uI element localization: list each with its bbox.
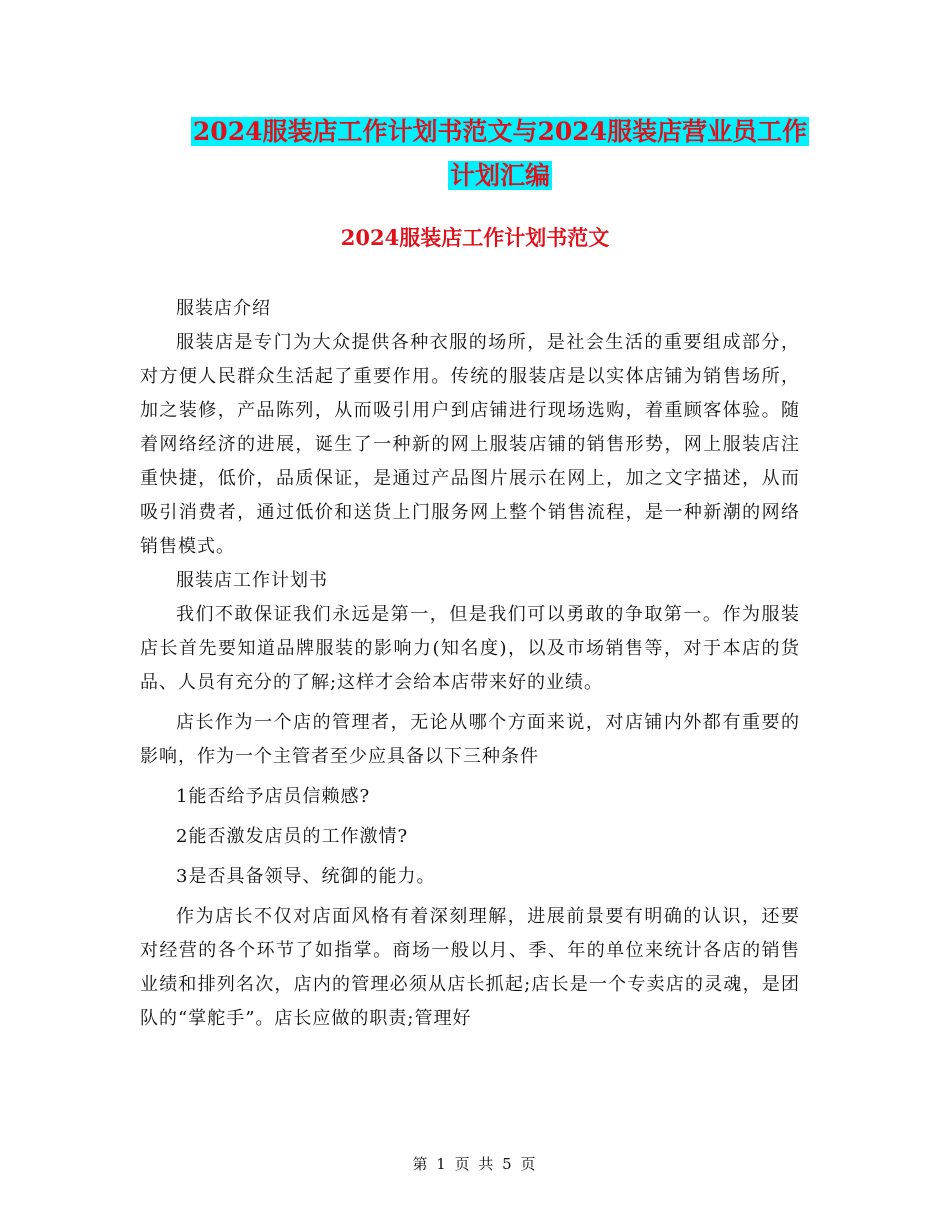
list-item: 3是否具备领导、统御的能力。 (176, 866, 436, 887)
title-line-1: 2024服装店工作计划书范文与2024服装店营业员工作 (192, 117, 808, 146)
paragraph: 服装店工作计划书 (176, 570, 328, 591)
list-item: 1能否给予店员信赖感? (176, 786, 371, 807)
paragraph: 服装店介绍 (176, 298, 271, 319)
page-footer: 第 1 页 共 5 页 (412, 1155, 538, 1173)
section-heading: 2024服装店工作计划书范文 (340, 225, 610, 250)
paragraph: 作为店长不仅对店面风格有着深刻理解，进展前景要有明确的认识，还要对经营的各个环节了如指掌。商场一般以月、季、年的单位来统计各店的销售业绩和排列名次，店内的管理必须从店长抓起;店长是一个专卖店的灵魂，是团队的“掌舵手”。店长应做的职责;管理好 (140, 906, 800, 1029)
paragraph: 店长作为一个店的管理者，无论从哪个方面来说，对店铺内外都有重要的影响，作为一个主管者至少应具备以下三种条件 (140, 712, 800, 767)
paragraph: 服装店是专门为大众提供各种衣服的场所，是社会生活的重要组成部分，对方便人民群众生活起了重要作用。传统的服装店是以实体店铺为销售场所，加之装修，产品陈列，从而吸引用户到店铺进行现场选购，着重顾客体验。随着网络经济的进展，诞生了一种新的网上服装店铺的销售形势，网上服装店注重快捷，低价，品质保证，是通过产品图片展示在网上，加之文字描述，从而吸引消费者，通过低价和送货上门服务网上整个销售流程，是一种新潮的网络销售模式。 (140, 332, 800, 557)
document-body (140, 292, 800, 1036)
document-title (130, 110, 870, 198)
title-line-2: 计划汇编 (449, 161, 550, 190)
list-item: 2能否激发店员的工作激情? (176, 826, 409, 847)
paragraph: 我们不敢保证我们永远是第一，但是我们可以勇敢的争取第一。作为服装店长首先要知道品牌服装的影响力(知名度)，以及市场销售等，对于本店的货品、人员有充分的了解;这样才会给本店带来好的业绩。 (140, 604, 800, 693)
